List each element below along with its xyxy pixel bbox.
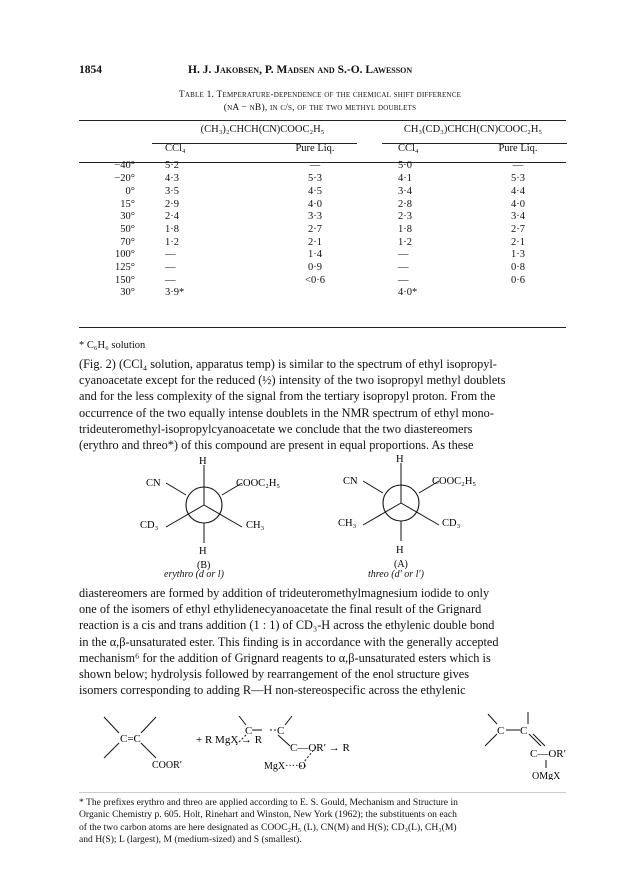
value-cell: 3·3 bbox=[308, 211, 322, 223]
structure-label: (B) bbox=[197, 560, 211, 571]
table-row bbox=[79, 249, 566, 262]
value-cell: — bbox=[398, 262, 409, 274]
value-cell bbox=[470, 287, 566, 300]
newman-threo bbox=[338, 455, 476, 570]
col-header: Pure Liq. bbox=[295, 142, 335, 154]
text-line: shown below; hydrolysis followed by rearrangement of the enol structure gives bbox=[79, 667, 469, 682]
text-line: one of the isomers of ethyl ethylidenecyanoacetate the final result of the Grignard bbox=[79, 602, 482, 617]
value-cell: — bbox=[512, 160, 524, 172]
group2-header: CH₃(CD₃)CHCH(CN)COOC₂H₅ bbox=[403, 124, 543, 135]
table-row bbox=[79, 287, 566, 300]
text-line: mechanism⁶ for the addition of Grignard reagents to α,β-unsaturated esters which is bbox=[79, 650, 491, 665]
temperature-cell: 30° bbox=[120, 287, 135, 299]
value-cell bbox=[250, 287, 380, 300]
table-caption: Table 1. Temperature-dependence of the chemical shift difference bbox=[178, 90, 462, 100]
page-footnote bbox=[79, 797, 566, 847]
table-row bbox=[79, 224, 566, 237]
col-header: CCl₄ bbox=[398, 142, 419, 154]
footnote-line: * The prefixes erythro and threo are applied according to E. S. Gould, Mechanism and Structure in bbox=[79, 797, 458, 808]
atom-label: CD₃ bbox=[442, 518, 461, 529]
value-cell: 1·2 bbox=[165, 236, 179, 248]
value-cell: 1·3 bbox=[511, 249, 525, 261]
threo-caption: threo (d′ or l′) bbox=[368, 569, 424, 580]
reactant-ester: COOR′ bbox=[152, 760, 182, 771]
atom-label: C bbox=[520, 725, 528, 737]
table-row bbox=[79, 173, 566, 186]
table-row bbox=[79, 262, 566, 275]
text-line: (erythro and threo*) of this compound are present in equal proportions. As these bbox=[79, 438, 474, 453]
value-cell: 3·4 bbox=[511, 211, 525, 223]
atom-label: H bbox=[199, 546, 207, 557]
value-cell: 4·1 bbox=[398, 173, 412, 185]
table-row bbox=[79, 160, 566, 173]
value-cell: — bbox=[398, 274, 409, 286]
value-cell: 0·8 bbox=[511, 262, 525, 274]
value-cell: 1·8 bbox=[398, 223, 412, 235]
value-cell: 4·0 bbox=[308, 198, 322, 210]
reactant-alkene: C=C bbox=[120, 733, 141, 745]
atom-label: H bbox=[396, 455, 404, 465]
value-cell: 2·8 bbox=[398, 198, 412, 210]
erythro-caption: erythro (d or l) bbox=[164, 569, 224, 580]
text-line: isomers corresponding to adding R—H non-stereospecific across the ethylenic bbox=[79, 683, 466, 698]
atom-label: C bbox=[277, 725, 285, 737]
value-cell: 1·4 bbox=[308, 249, 322, 261]
table-row bbox=[79, 186, 566, 199]
atom-label: CN bbox=[343, 476, 358, 487]
newman-projections bbox=[0, 455, 623, 575]
product-enolate: OMgX bbox=[532, 771, 561, 780]
atom-label: CH₃ bbox=[338, 518, 357, 529]
col-header: Pure Liq. bbox=[498, 142, 538, 154]
reagent-arrow: + R MgX → R bbox=[196, 734, 263, 746]
value-cell: 4·4 bbox=[511, 185, 525, 197]
structure-label: (A) bbox=[394, 559, 408, 570]
atom-label: CH₃ bbox=[246, 520, 265, 531]
temperature-cell: 30° bbox=[120, 211, 135, 223]
text-line: occurrence of the two equally intense doublets in the NMR spectrum of ethyl mono- bbox=[79, 405, 494, 420]
footnote-line: Organic Chemistry p. 605. Holt, Rinehart and Winston, New York (1962); the substituents on each bbox=[79, 809, 457, 821]
atom-label: C bbox=[497, 725, 505, 737]
atom-label: C bbox=[245, 725, 253, 737]
text-line: diastereomers are formed by addition of trideuteromethylmagnesium iodide to only bbox=[79, 586, 490, 600]
newman-erythro bbox=[140, 456, 280, 571]
table-top-rule bbox=[79, 120, 566, 121]
temperature-cell: −20° bbox=[114, 173, 135, 185]
value-cell: — bbox=[165, 274, 176, 286]
text-line: in the α,β-unsaturated ester. This finding is in accordance with the generally accepted bbox=[79, 634, 499, 649]
footnote-line: of the two carbon atoms are here designated as COOC₂H₅ (L), CN(M) and H(S); CD₃(L), CH₃(M) bbox=[79, 821, 457, 833]
temperature-cell: 0° bbox=[125, 185, 135, 197]
group1-header: (CH₃)₂CHCH(CN)COOC₂H₅ bbox=[200, 124, 325, 135]
text-line: cyanoacetate except for the reduced (½) intensity of the two isopropyl methyl doublets bbox=[79, 373, 506, 388]
table-row bbox=[79, 237, 566, 250]
paragraph-2 bbox=[79, 585, 566, 698]
table-bottom-rule bbox=[79, 327, 566, 328]
temperature-cell: 125° bbox=[115, 262, 135, 274]
value-cell: 1·8 bbox=[165, 223, 179, 235]
value-cell: — bbox=[165, 262, 176, 274]
product-ester: C—OR′ bbox=[530, 748, 567, 760]
intermediate-mg: MgX····O bbox=[264, 761, 306, 772]
running-header-authors: H. J. Jakobsen, P. Madsen and S.-O. Lawesson bbox=[188, 64, 413, 76]
footnote-rule bbox=[79, 792, 566, 794]
temperature-cell: 150° bbox=[115, 274, 135, 286]
intermediate-bridge: C—OR′ → R bbox=[290, 742, 350, 754]
value-cell: 2·3 bbox=[398, 211, 412, 223]
value-cell: 5·3 bbox=[511, 173, 525, 185]
temperature-cell: −40° bbox=[114, 160, 135, 172]
atom-label: CN bbox=[146, 478, 161, 489]
table-group-header-row bbox=[79, 124, 566, 137]
table-row bbox=[79, 199, 566, 212]
footnote-line: and H(S); L (largest), M (medium-sized) and S (smallest). bbox=[79, 834, 302, 846]
table-footnote: * C₆H₆ solution bbox=[79, 340, 146, 351]
value-cell: 4·0 bbox=[511, 198, 525, 210]
value-cell: 2·4 bbox=[165, 211, 179, 223]
text-line: reaction is a cis and trans addition (1 : 1) of CD₃-H across the ethylenic double bond bbox=[79, 618, 495, 633]
value-cell: — bbox=[165, 249, 176, 261]
value-cell: — bbox=[398, 249, 409, 261]
table-row bbox=[79, 211, 566, 224]
value-cell: 2·1 bbox=[511, 236, 525, 248]
value-cell: 2·7 bbox=[308, 223, 322, 235]
atom-label: COOC₂H₅ bbox=[432, 476, 477, 487]
temperature-cell: 70° bbox=[120, 236, 135, 248]
atom-label: COOC₂H₅ bbox=[236, 478, 281, 489]
text-line: and for the less complexity of the signal from the tertiary isopropyl proton. From the bbox=[79, 389, 496, 404]
table-row bbox=[79, 275, 566, 288]
value-cell: 0·6 bbox=[511, 274, 525, 286]
value-cell: 2·7 bbox=[511, 223, 525, 235]
value-cell: 5·3 bbox=[308, 173, 322, 185]
table-sub-header-row bbox=[79, 143, 566, 156]
value-cell: 2·9 bbox=[165, 198, 179, 210]
text-line: (Fig. 2) (CCl₄ solution, apparatus temp) is similar to the spectrum of ethyl isopropyl- bbox=[79, 357, 497, 371]
atom-label: H bbox=[199, 456, 207, 467]
value-cell: 3·9* bbox=[165, 287, 185, 299]
value-cell: 0·9 bbox=[308, 262, 322, 274]
text-line: trideuteromethyl-isopropylcyanoacetate we conclude that the two diastereomers bbox=[79, 421, 473, 436]
value-cell: 4·0* bbox=[398, 287, 418, 299]
temperature-cell: 50° bbox=[120, 223, 135, 235]
value-cell: 2·1 bbox=[308, 236, 322, 248]
table-caption-sub: (νA − νB), in c/s, of the two methyl doublets bbox=[223, 103, 417, 113]
atom-label: H bbox=[396, 545, 404, 556]
page-number: 1854 bbox=[79, 64, 102, 76]
value-cell: 3·4 bbox=[398, 185, 412, 197]
value-cell: 3·5 bbox=[165, 185, 179, 197]
col-header: CCl₄ bbox=[165, 142, 186, 154]
shift-difference-table bbox=[79, 124, 566, 300]
value-cell: 5·0 bbox=[398, 160, 412, 172]
value-cell: 1·2 bbox=[398, 236, 412, 248]
paragraph-1 bbox=[79, 356, 566, 453]
value-cell: 5·2 bbox=[165, 160, 179, 172]
atom-label: CD₃ bbox=[140, 520, 159, 531]
temperature-cell: 100° bbox=[115, 249, 135, 261]
value-cell: — bbox=[309, 160, 321, 172]
temperature-cell: 15° bbox=[120, 198, 135, 210]
reaction-scheme bbox=[0, 700, 623, 780]
value-cell: 4·5 bbox=[308, 185, 322, 197]
value-cell: <0·6 bbox=[305, 274, 325, 286]
value-cell: 4·3 bbox=[165, 173, 179, 185]
